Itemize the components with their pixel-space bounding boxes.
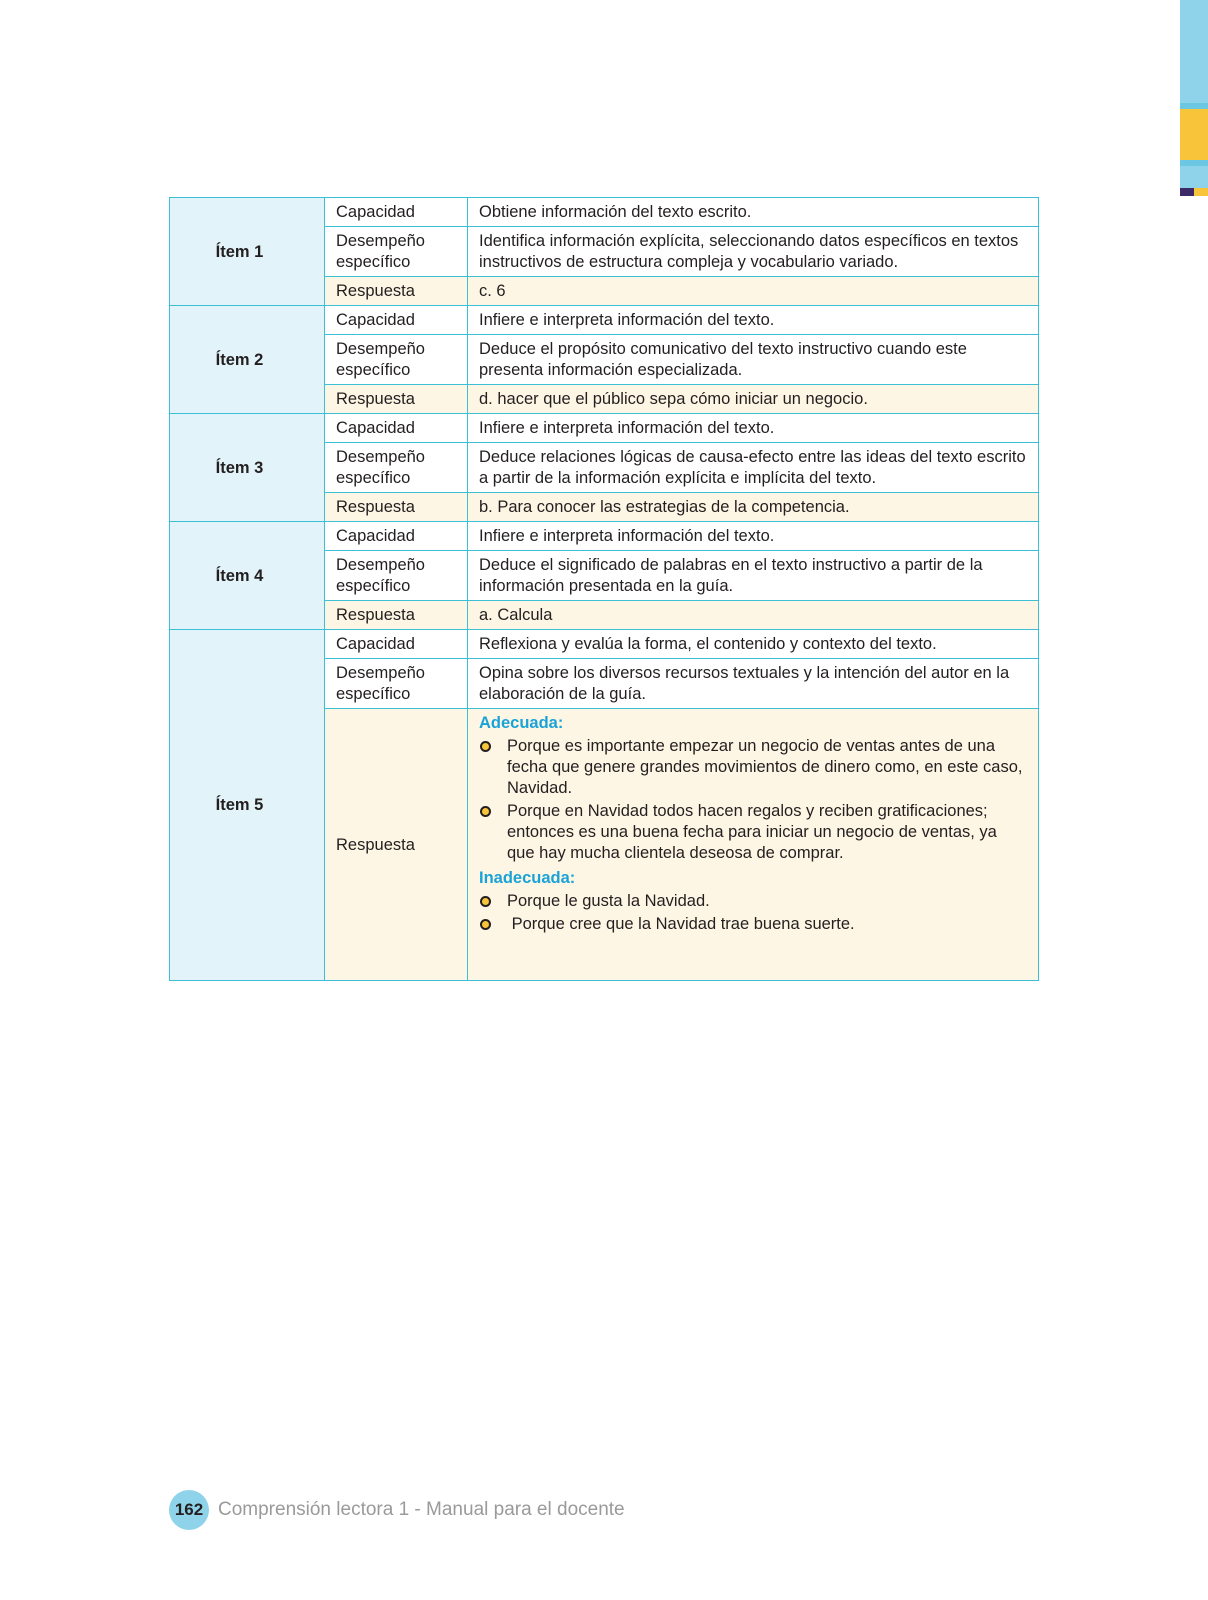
item-label: Ítem 4 [170,522,325,630]
page-footer [169,1490,625,1530]
item-label: Ítem 5 [170,630,325,981]
respuesta-label: Respuesta [325,601,468,630]
desempeno-label: Desempeño específico [325,443,468,493]
list-item: Porque le gusta la Navidad. [479,891,1028,912]
edge-tab-yellow [1180,109,1208,160]
capacidad-value: Infiere e interpreta información del texto. [468,306,1039,335]
respuesta-value: c. 6 [468,277,1039,306]
bullet-circle-icon [480,919,491,930]
table-row [170,198,1039,227]
respuesta-label: Respuesta [325,277,468,306]
list-item: Porque en Navidad todos hacen regalos y reciben gratificaciones; entonces es una buena fecha para iniciar un negocio de ventas, ya que hay mucha clientela deseosa de comprar. [479,801,1028,864]
list-item: Porque cree que la Navidad trae buena suerte. [479,914,1028,935]
adecuada-heading: Adecuada: [479,714,564,732]
respuesta-value: d. hacer que el público sepa cómo iniciar un negocio. [468,385,1039,414]
capacidad-label: Capacidad [325,414,468,443]
bullet-circle-icon [480,806,491,817]
rubric-table [169,197,1039,981]
table-row [170,306,1039,335]
bullet-circle-icon [480,741,491,752]
desempeno-value: Deduce el propósito comunicativo del texto instructivo cuando este presenta información especializada. [468,335,1039,385]
desempeno-label: Desempeño específico [325,659,468,709]
respuesta-label: Respuesta [325,709,468,981]
respuesta-label: Respuesta [325,385,468,414]
capacidad-value: Infiere e interpreta información del texto. [468,522,1039,551]
edge-tab-purple [1180,188,1194,196]
desempeno-value: Deduce relaciones lógicas de causa-efecto entre las ideas del texto escrito a partir de la información explícita e implícita del texto. [468,443,1039,493]
inadecuada-list [479,891,1028,935]
desempeno-label: Desempeño específico [325,551,468,601]
capacidad-label: Capacidad [325,306,468,335]
desempeno-value: Identifica información explícita, seleccionando datos específicos en textos instructivos de estructura compleja y vocabulario variado. [468,227,1039,277]
bullet-circle-icon [480,896,491,907]
table-row [170,414,1039,443]
page-number: 162 [169,1490,209,1530]
list-item: Porque es importante empezar un negocio de ventas antes de una fecha que genere grandes movimientos de dinero como, en este caso, Navidad. [479,736,1028,799]
capacidad-label: Capacidad [325,198,468,227]
capacidad-label: Capacidad [325,630,468,659]
respuesta-value: a. Calcula [468,601,1039,630]
desempeno-value: Opina sobre los diversos recursos textuales y la intención del autor en la elaboración de la guía. [468,659,1039,709]
edge-tab-yellow-small [1194,188,1208,196]
item-label: Ítem 2 [170,306,325,414]
inadecuada-heading: Inadecuada: [479,869,576,887]
item-label: Ítem 3 [170,414,325,522]
edge-tab-blue [1180,0,1208,103]
desempeno-label: Desempeño específico [325,227,468,277]
respuesta-value: b. Para conocer las estrategias de la competencia. [468,493,1039,522]
edge-tab-blue [1180,166,1208,188]
table-row [170,630,1039,659]
desempeno-value: Deduce el significado de palabras en el texto instructivo a partir de la información presentada en la guía. [468,551,1039,601]
item-label: Ítem 1 [170,198,325,306]
adecuada-list [479,736,1028,864]
capacidad-value: Infiere e interpreta información del texto. [468,414,1039,443]
capacidad-value: Reflexiona y evalúa la forma, el contenido y contexto del texto. [468,630,1039,659]
capacidad-label: Capacidad [325,522,468,551]
desempeno-label: Desempeño específico [325,335,468,385]
respuesta-value [468,709,1039,981]
capacidad-value: Obtiene información del texto escrito. [468,198,1039,227]
footer-title: Comprensión lectora 1 - Manual para el docente [218,1499,625,1520]
table-row [170,522,1039,551]
respuesta-label: Respuesta [325,493,468,522]
